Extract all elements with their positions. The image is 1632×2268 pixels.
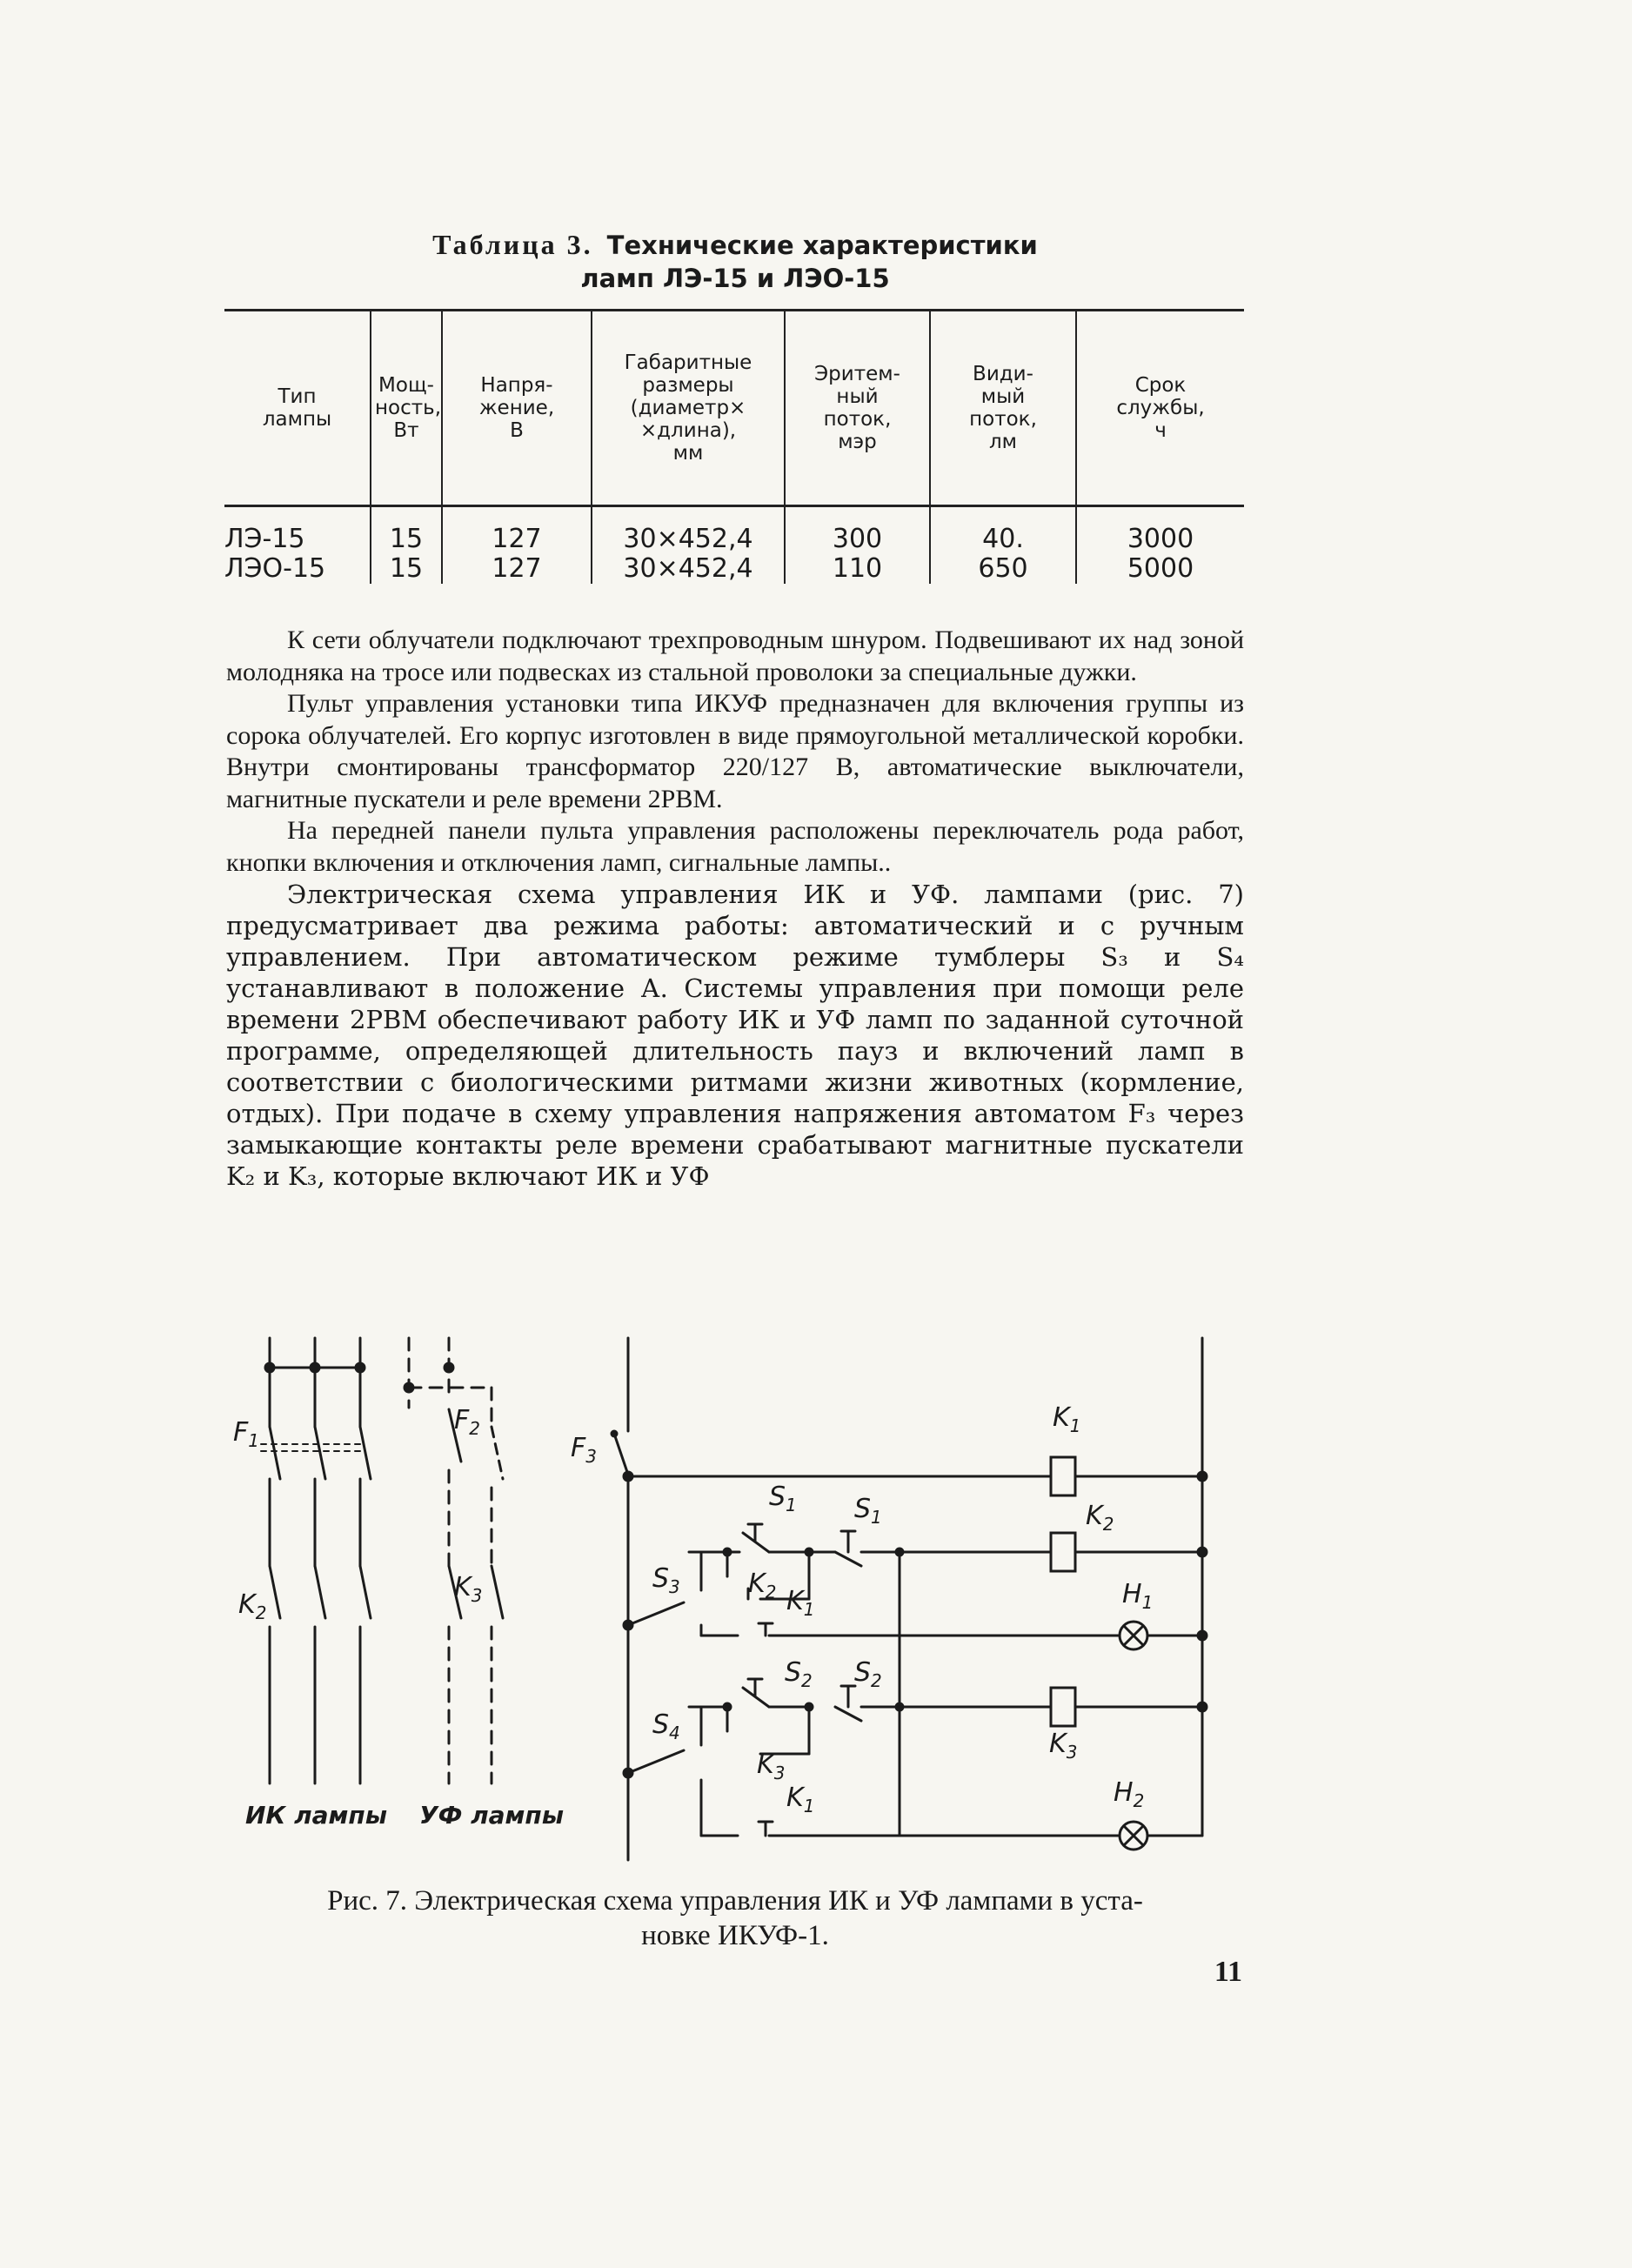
label-k2-coil: $K_2$ <box>1086 1501 1114 1535</box>
label-s4: $S_4$ <box>652 1709 680 1743</box>
label-k1-contact-a: $K_1$ <box>786 1586 815 1620</box>
figure-caption: Рис. 7. Электрическая схема управления ИК и УФ лампами в уста- новке ИКУФ-1. <box>327 1885 1143 1951</box>
label-ik-lamps: ИК лампы <box>245 1801 388 1830</box>
col-header-visible-flux: Види- мый поток, лм <box>930 311 1076 506</box>
cell: ЛЭО-15 <box>224 553 326 584</box>
label-uf-lamps: УФ лампы <box>419 1801 565 1830</box>
label-k3-power: $K_3$ <box>454 1572 483 1606</box>
cell: 15 <box>371 554 442 584</box>
col-header-power: Мощ- ность, Вт <box>371 311 442 506</box>
cell: 3000 <box>1076 506 1244 555</box>
label-k1-contact-b: $K_1$ <box>786 1783 815 1816</box>
cell: 5000 <box>1076 554 1244 584</box>
label-s1-b: $S_1$ <box>854 1494 882 1528</box>
col-header-erythemal-flux: Эритем- ный поток, мэр <box>785 311 930 506</box>
col-header-type: Тип лампы <box>224 311 371 506</box>
table-heading-line2: ламп ЛЭ-15 и ЛЭО-15 <box>580 264 890 293</box>
label-k2-power: $K_2$ <box>238 1589 267 1623</box>
table-heading: Технические характеристики <box>606 231 1038 260</box>
label-f3: $F_3$ <box>571 1433 597 1467</box>
label-s1-a: $S_1$ <box>769 1482 797 1515</box>
table-label: Таблица 3. <box>432 229 593 260</box>
cell: 127 <box>442 506 592 555</box>
col-header-voltage: Напря- жение, В <box>442 311 592 506</box>
paragraph: Электрическая схема управления ИК и УФ. лампами (рис. 7) предусматривает два режима работы: автоматический и с ручным управлением. При автоматическом режиме тумблеры S₃ и S₄ устанавливают в положение А. Системы управления при помощи реле времени 2РВМ обеспечивают работу ИК и УФ ламп по заданной суточной программе, определяющей длительность пауз и включений ламп в соответствии с биологическими ритмами жизни животных (кормление, отдых). При подаче в схему управления напряжения автоматом F₃ через замыкающие контакты реле времени срабатывают магнитные пускатели K₂ и K₃, которые включают ИК и УФ <box>226 880 1244 1191</box>
paragraph: На передней панели пульта управления расположены переключатель рода работ, кнопки включения и отключения ламп, сигнальные лампы.. <box>226 816 1244 877</box>
cell: 30×452,4 <box>592 554 785 584</box>
label-k1-coil: $K_1$ <box>1053 1402 1081 1436</box>
label-h2: $H_2$ <box>1114 1777 1145 1811</box>
cell: 110 <box>785 554 930 584</box>
cell: 650 <box>930 554 1076 584</box>
label-s3: $S_3$ <box>652 1563 680 1597</box>
label-f2: $F_2$ <box>454 1405 480 1439</box>
cell: 15 <box>371 506 442 555</box>
cell: 300 <box>785 506 930 555</box>
page-number: 11 <box>1214 1956 1242 1988</box>
cell: 30×452,4 <box>592 506 785 555</box>
cell: ЛЭ-15 <box>224 524 305 554</box>
label-k2-contact: $K_2$ <box>748 1569 777 1602</box>
col-header-dimensions: Габаритные размеры (диаметр× ×длина), мм <box>592 311 785 506</box>
label-f1: $F_1$ <box>233 1417 259 1451</box>
paragraph: К сети облучатели подключают трехпроводным шнуром. Подвешивают их над зоной молодняка на тросе или подвесках из стальной проволоки за специальные дужки. <box>226 626 1244 686</box>
label-k3-coil: $K_3$ <box>1049 1729 1078 1763</box>
cell: 40. <box>930 506 1076 555</box>
cell: 127 <box>442 554 592 584</box>
col-header-service-life: Срок службы, ч <box>1076 311 1244 506</box>
label-s2-b: $S_2$ <box>854 1657 882 1691</box>
label-h1: $H_1$ <box>1122 1579 1154 1613</box>
label-s2-a: $S_2$ <box>785 1657 813 1691</box>
paragraph: Пульт управления установки типа ИКУФ предназначен для включения группы из сорока облучателей. Его корпус изготовлен в виде прямоугольной металлической коробки. Внутри смонтированы трансформатор 220/127 В, автоматические выключатели, магнитные пускатели и реле времени 2РВМ. <box>226 689 1244 813</box>
label-k3-contact: $K_3$ <box>757 1750 786 1783</box>
